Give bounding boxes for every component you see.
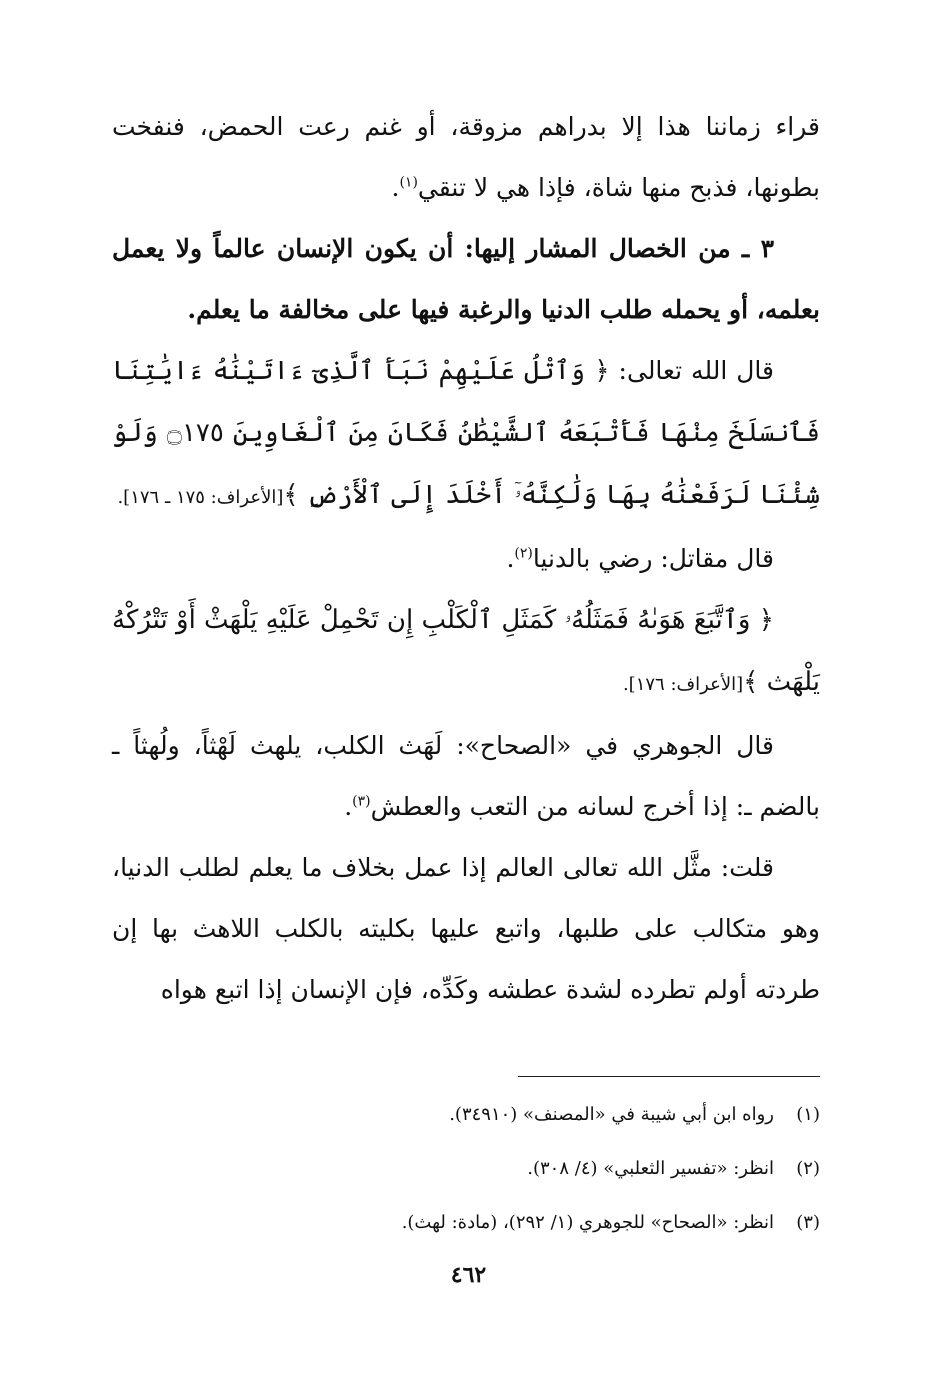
footnote-1 [112,1088,820,1142]
verse-reference-1: [الأعراف: ١٧٥ ـ ١٧٦]. [117,487,284,508]
paragraph-4 [112,528,820,589]
paragraph-3-intro: قال الله تعالى: [609,356,774,385]
verse-reference-2: [الأعراف: ١٧٦]. [622,674,744,695]
quran-verse-1: ﴿ وَٱتْلُ عَلَيْهِمْ نَبَأَ ٱلَّذِىٓ ءَاتَيْنَٰهُ ءَايَٰتِنَا فَٱنسَلَخَ مِنْهَا فَأَتْبَعَهُ ٱلشَّيْطَٰنُ فَكَانَ مِنَ ٱلْغَاوِينَ ۝١٧٥ وَلَوْ شِئْنَا لَرَفَعْنَٰهُ بِهَا وَلَٰكِنَّهُۥٓ أَخْلَدَ إِلَى ٱلْأَرْضِ ﴾ [112,356,820,510]
footnotes [112,1088,820,1250]
paragraph-3 [112,340,820,528]
paragraph-6-end: . [344,792,353,821]
paragraph-1 [112,96,820,218]
paragraph-2-heading: ٣ ـ من الخصال المشار إليها: أن يكون الإنسان عالماً ولا يعمل بعلمه، أو يحمله طلب الدنيا والرغبة فيها على مخالفة ما يعلم. [112,234,820,324]
paragraph-1-end: . [391,173,400,202]
footnote-2 [112,1142,820,1196]
footnote-text-2: انظر: «تفسير الثعلبي» (٤/ ٣٠٨). [527,1158,774,1179]
paragraph-4-text: قال مقاتل: رضي بالدنيا [532,544,774,573]
footnote-number-2: (٢) [796,1158,820,1179]
paragraph-7: قلت: مثَّل الله تعالى العالم إذا عمل بخلاف ما يعلم لطلب الدنيا، وهو متكالب على طلبها، واتبع عليها بكليته بالكلب اللاهث بها إن طردته أولم تطرده لشدة عطشه وكَدِّه، فإن الإنسان إذا اتبع هواه [112,853,820,1004]
footnote-3 [112,1196,820,1250]
paragraph-5 [112,589,820,715]
page-number: ٤٦٢ [450,1262,487,1288]
paragraph-6-text: قال الجوهري في «الصحاح»: لَهَث الكلب، يلهث لَهْثاً، ولُهثاً ـ بالضم ـ: إذا أخرج لسانه من التعب والعطش [112,731,820,821]
paragraph-6 [112,715,820,837]
paragraph-4-end: . [506,544,515,573]
footnote-ref-2[interactable]: (٢) [514,545,533,562]
footnote-ref-1[interactable]: (١) [399,174,418,191]
footnote-text-1: رواه ابن أبي شيبة في «المصنف» (٣٤٩١٠). [449,1104,774,1125]
quran-verse-2: ﴿ وَٱتَّبَعَ هَوَىٰهُ فَمَثَلُهُۥ كَمَثَلِ ٱلْكَلْبِ إِن تَحْمِلْ عَلَيْهِ يَلْهَثْ أَوْ تَتْرُكْهُ يَلْهَث ﴾ [112,605,820,697]
footnote-divider [518,1076,820,1077]
footnote-number-1: (١) [796,1104,820,1125]
footnote-text-3: انظر: «الصحاح» للجوهري (١/ ٢٩٢)، (مادة: لهث). [401,1212,774,1233]
paragraph-1-text: قراء زماننا هذا إلا بدراهم مزوقة، أو غنم رعت الحمض، فنفخت بطونها، فذبح منها شاة، فإذا هي لا تنقي [112,112,820,202]
footnote-number-3: (٣) [796,1212,820,1233]
footnote-ref-3[interactable]: (٣) [352,793,371,810]
page-body [112,96,820,1020]
